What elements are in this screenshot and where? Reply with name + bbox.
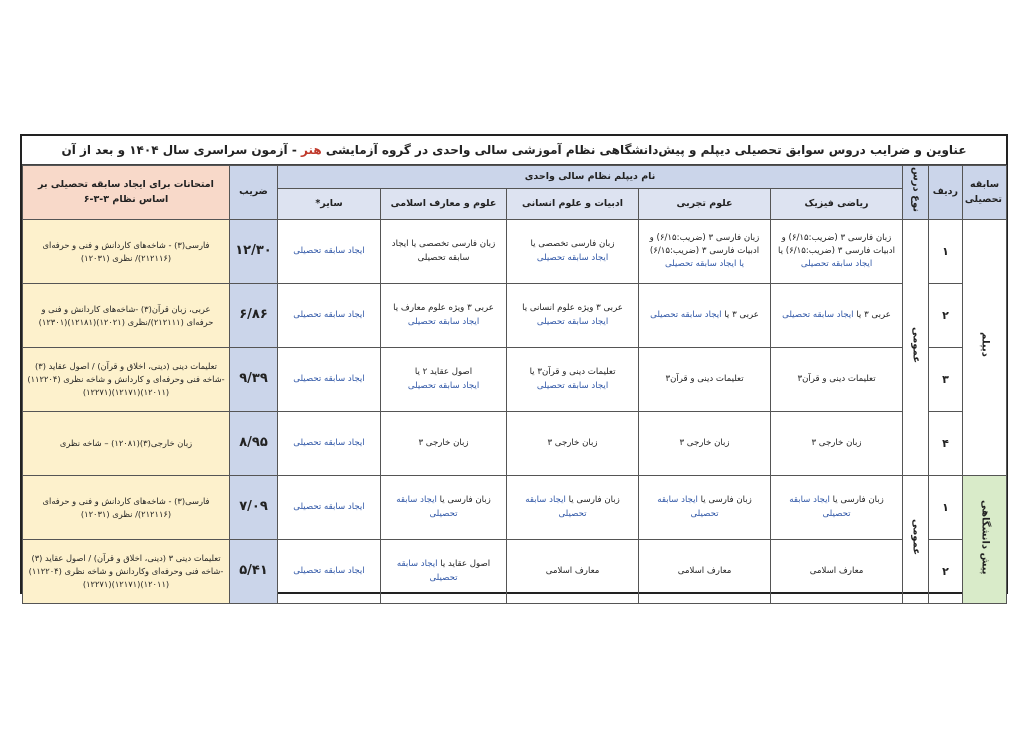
header-course-type: نوع درس xyxy=(903,166,929,220)
table-row xyxy=(23,220,1007,284)
header-science: علوم تجربی xyxy=(639,189,771,220)
table-row xyxy=(23,540,1007,604)
cell-coefficient: ۷/۰۹ xyxy=(230,476,278,540)
cell-math: تعلیمات دینی و قرآن۳ xyxy=(771,348,903,412)
row-number: ۴ xyxy=(929,412,963,476)
header-diploma-name: نام دیپلم نظام سالی واحدی xyxy=(278,166,903,189)
header-exams: امتحانات برای ایجاد سابقه تحصیلی بر اساس نظام ۳-۳-۶ xyxy=(23,166,230,220)
cell-islamic: زبان فارسی یا ایجاد سابقه تحصیلی xyxy=(381,476,507,540)
page-title xyxy=(22,136,1006,165)
cell-other: ایجاد سابقه تحصیلی xyxy=(278,220,381,284)
header-humanities: ادبیات و علوم انسانی xyxy=(507,189,639,220)
cell-islamic: اصول عقاید یا ایجاد سابقه تحصیلی xyxy=(381,540,507,604)
cell-humanities: زبان فارسی یا ایجاد سابقه تحصیلی xyxy=(507,476,639,540)
cell-islamic: زبان خارجی ۳ xyxy=(381,412,507,476)
cell-other: ایجاد سابقه تحصیلی xyxy=(278,476,381,540)
header-other: سایر* xyxy=(278,189,381,220)
cell-other: ایجاد سابقه تحصیلی xyxy=(278,284,381,348)
cell-humanities: عربی ۳ ویژه علوم انسانی یا ایجاد سابقه تحصیلی xyxy=(507,284,639,348)
cell-humanities: زبان فارسی تخصصی یا ایجاد سابقه تحصیلی xyxy=(507,220,639,284)
table-row xyxy=(23,412,1007,476)
course-type-general: عمومی xyxy=(903,220,929,476)
cell-other: ایجاد سابقه تحصیلی xyxy=(278,348,381,412)
cell-exam: تعلیمات دینی (دینی، اخلاق و قرآن) / اصول عقاید (۳) -شاخه فنی وحرفه‌ای و کاردانش و شاخه نظری (۱۱۲۲۰۴)(۱۲۰۱۱)(۱۲۱۷۱)(۱۲۲۷۱) xyxy=(23,348,230,412)
cell-science: زبان فارسی ۳ (ضریب:۶/۱۵) و ادبیات فارسی ۳ (ضریب:۶/۱۵) یا ایجاد سابقه تحصیلی xyxy=(639,220,771,284)
cell-islamic: اصول عقاید ۲ یا ایجاد سابقه تحصیلی xyxy=(381,348,507,412)
header-record: سابقه تحصیلی xyxy=(963,166,1007,220)
group-name: هنر xyxy=(301,143,322,157)
cell-humanities: معارف اسلامی xyxy=(507,540,639,604)
cell-science: زبان خارجی ۳ xyxy=(639,412,771,476)
row-number: ۲ xyxy=(929,284,963,348)
course-type-general: عمومی xyxy=(903,476,929,604)
cell-science: معارف اسلامی xyxy=(639,540,771,604)
coefficients-sheet xyxy=(20,134,1008,594)
header-islamic: علوم و معارف اسلامی xyxy=(381,189,507,220)
cell-exam: عربی، زبان قرآن(۳) -شاخه‌های کاردانش و فنی و حرفه‌ای (۲۱۲۱۱۱)/نظری (۱۲۰۲۱)(۱۲۱۸۱)(۱۲۳۰۱) xyxy=(23,284,230,348)
cell-coefficient: ۹/۳۹ xyxy=(230,348,278,412)
cell-coefficient: ۱۲/۳۰ xyxy=(230,220,278,284)
cell-science: تعلیمات دینی و قرآن۳ xyxy=(639,348,771,412)
cell-islamic: زبان فارسی تخصصی یا ایجاد سابقه تحصیلی xyxy=(381,220,507,284)
header-math-physics: ریاضی فیزیک xyxy=(771,189,903,220)
row-number: ۲ xyxy=(929,540,963,604)
table-row xyxy=(23,476,1007,540)
cell-coefficient: ۶/۸۶ xyxy=(230,284,278,348)
table-row xyxy=(23,348,1007,412)
table-row xyxy=(23,284,1007,348)
cell-math: زبان فارسی ۳ (ضریب:۶/۱۵) و ادبیات فارسی ۳ (ضریب:۶/۱۵) یا ایجاد سابقه تحصیلی xyxy=(771,220,903,284)
cell-science: زبان فارسی یا ایجاد سابقه تحصیلی xyxy=(639,476,771,540)
header-row-1 xyxy=(23,166,1007,189)
cell-coefficient: ۸/۹۵ xyxy=(230,412,278,476)
coefficients-table xyxy=(22,165,1007,604)
cell-other: ایجاد سابقه تحصیلی xyxy=(278,412,381,476)
row-number: ۱ xyxy=(929,220,963,284)
row-number: ۳ xyxy=(929,348,963,412)
cell-exam: زبان خارجی(۳)(۱۲۰۸۱) – شاخه نظری xyxy=(23,412,230,476)
cell-math: زبان فارسی یا ایجاد سابقه تحصیلی xyxy=(771,476,903,540)
cell-humanities: تعلیمات دینی و قرآن۳ یا ایجاد سابقه تحصیلی xyxy=(507,348,639,412)
cell-other: ایجاد سابقه تحصیلی xyxy=(278,540,381,604)
cell-exam: فارسی(۳) - شاخه‌های کاردانش و فنی و حرفه‌ای (۲۱۲۱۱۶)/ نظری (۱۲۰۳۱) xyxy=(23,220,230,284)
cell-math: عربی ۳ یا ایجاد سابقه تحصیلی xyxy=(771,284,903,348)
section-pre-university: پیش دانشگاهی xyxy=(963,476,1007,604)
header-coefficient: ضریب xyxy=(230,166,278,220)
cell-humanities: زبان خارجی ۳ xyxy=(507,412,639,476)
cell-math: معارف اسلامی xyxy=(771,540,903,604)
cell-islamic: عربی ۳ ویژه علوم معارف یا ایجاد سابقه تحصیلی xyxy=(381,284,507,348)
row-number: ۱ xyxy=(929,476,963,540)
title-text: عناوین و ضرایب دروس سوابق تحصیلی دیپلم و پیش‌دانشگاهی نظام آموزشی سالی واحدی در گروه آزمایشی xyxy=(325,143,967,157)
cell-math: زبان خارجی ۳ xyxy=(771,412,903,476)
section-diploma: دیپلم xyxy=(963,220,1007,476)
title-suffix: - آزمون سراسری سال ۱۴۰۴ و بعد از آن xyxy=(61,143,297,157)
header-row-number: ردیف xyxy=(929,166,963,220)
cell-science: عربی ۳ یا ایجاد سابقه تحصیلی xyxy=(639,284,771,348)
cell-coefficient: ۵/۴۱ xyxy=(230,540,278,604)
cell-exam: فارسی(۳) - شاخه‌های کاردانش و فنی و حرفه‌ای (۲۱۲۱۱۶)/ نظری (۱۲۰۳۱) xyxy=(23,476,230,540)
cell-exam: تعلیمات دینی ۳ (دینی، اخلاق و قرآن) / اصول عقاید (۳) -شاخه فنی وحرفه‌ای وکاردانش و شاخه نظری (۱۱۲۲۰۴)(۱۲۰۱۱)(۱۲۱۷۱)(۱۲۲۷۱) xyxy=(23,540,230,604)
